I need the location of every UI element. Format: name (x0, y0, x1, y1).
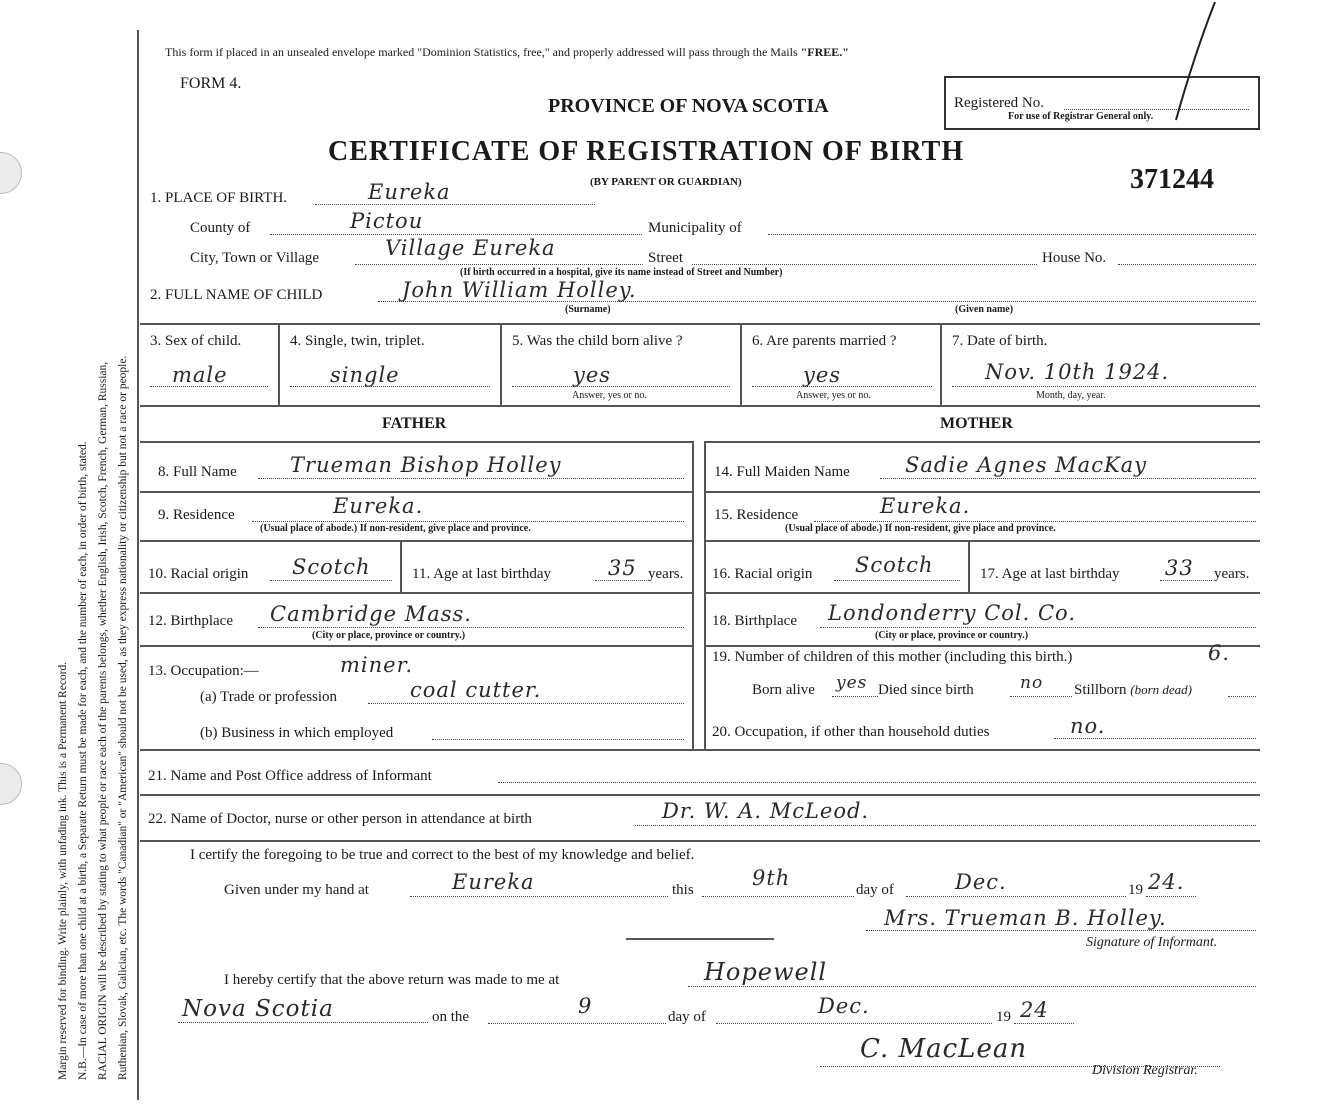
label-informant: 21. Name and Post Office address of Informant (148, 768, 432, 784)
value-received-month: Dec. (818, 994, 870, 1018)
rule-m-4 (704, 645, 1260, 647)
value-received-day: 9 (578, 994, 593, 1018)
line-city-town (355, 264, 643, 265)
line-given-at (410, 896, 668, 897)
value-f-racial: Scotch (292, 555, 371, 579)
line-died-since (1010, 696, 1072, 697)
value-given-day: 9th (752, 866, 791, 890)
label-f-years: years. (648, 566, 684, 582)
label-born-alive-count: Born alive (752, 682, 815, 698)
divider-4-5 (500, 325, 502, 405)
certificate-number: 371244 (1130, 164, 1214, 195)
father-heading: FATHER (382, 415, 447, 432)
value-registrar-signature: C. MacLean (860, 1034, 1028, 1064)
line-received-day (488, 1023, 666, 1024)
postal-notice: This form if placed in an unsealed envelope marked "Dominion Statistics, free," and properly addressed will pass through the Mails "FREE." (165, 45, 849, 59)
value-m-occupation: no. (1070, 714, 1106, 738)
line-doctor (635, 825, 1256, 826)
value-place-of-birth: Eureka (368, 180, 451, 204)
rule-f-3 (140, 592, 692, 594)
divider-5-6 (740, 325, 742, 405)
line-street (692, 264, 1037, 265)
value-born-alive-count: yes (836, 673, 868, 693)
label-county: County of (190, 220, 251, 236)
rule-f-1 (140, 491, 692, 493)
label-m-residence: 15. Residence (714, 507, 799, 523)
margin-note-4: Ruthenian, Slovak, Galician, etc. The words "Canadian" or "American" should not be used, as they express nationality or citizenship but not a race or people. (117, 355, 129, 1080)
binding-hole-bottom (0, 763, 22, 805)
value-child-name: John William Holley. (402, 278, 637, 302)
value-received-province: Nova Scotia (182, 996, 334, 1022)
rule-m-1 (704, 491, 1260, 493)
line-county (270, 234, 642, 235)
label-year-prefix: 19 (1128, 882, 1143, 898)
label-occupation: 13. Occupation:— (148, 663, 259, 679)
line-informant-signature (866, 930, 1256, 931)
line-f-age (595, 580, 647, 581)
province-heading: PROVINCE OF NOVA SCOTIA (548, 95, 829, 117)
label-day-of2: day of (668, 1009, 706, 1025)
subtitle: (BY PARENT OR GUARDIAN) (590, 176, 742, 188)
value-f-residence: Eureka. (333, 494, 424, 518)
line-m-full-name (880, 478, 1256, 479)
parents-married-answer-note: Answer, yes or no. (796, 390, 871, 401)
label-house-no: House No. (1042, 250, 1107, 266)
line-received-at (688, 986, 1256, 987)
label-born-alive: 5. Was the child born alive ? (512, 333, 683, 349)
line-municipality (768, 234, 1256, 235)
label-day-of: day of (856, 882, 894, 898)
born-alive-answer-note: Answer, yes or no. (572, 390, 647, 401)
value-died-since: no (1020, 673, 1044, 693)
f-city-place-note: (City or place, province or country.) (312, 630, 466, 641)
father-panel-right (692, 441, 694, 749)
line-given-day (702, 896, 854, 897)
label-city-town-village: City, Town or Village (190, 250, 320, 266)
label-m-birthplace: 18. Birthplace (712, 613, 797, 629)
label-this: this (672, 882, 694, 898)
line-given-month (906, 896, 1126, 897)
margin-note-3: RACIAL ORIGIN will be described by stating to what people or race each of the parents belongs, whether English, Irish, Scotch, French, German, Russian, (97, 361, 109, 1080)
rule-f-2 (140, 540, 692, 542)
label-street: Street (648, 250, 683, 266)
label-m-full-name: 14. Full Maiden Name (714, 464, 850, 480)
label-year-prefix2: 19 (996, 1009, 1011, 1025)
rule-parents-bottom (140, 749, 1260, 751)
label-m-age: 17. Age at last birthday (980, 566, 1120, 582)
line-m-birthplace (820, 627, 1256, 628)
value-given-year: 24. (1148, 870, 1185, 894)
registrar-note: For use of Registrar General only. (1008, 111, 1154, 122)
label-m-occupation: 20. Occupation, if other than household duties (712, 724, 990, 740)
binding-hole-top (0, 152, 22, 194)
value-parents-married: yes (803, 363, 842, 387)
value-m-age: 33 (1165, 556, 1194, 580)
line-business (432, 739, 684, 740)
label-sig-informant: Signature of Informant. (1086, 935, 1218, 950)
value-given-at: Eureka (452, 870, 535, 894)
hospital-note: (If birth occurred in a hospital, give its name instead of Street and Number) (460, 267, 783, 278)
month-day-year-note: Month, day, year. (1036, 390, 1106, 401)
line-received-month (716, 1023, 992, 1024)
label-given-under: Given under my hand at (224, 882, 369, 898)
divider-3-4 (278, 325, 280, 405)
label-f-racial: 10. Racial origin (148, 566, 249, 582)
rule-mother-heading (704, 441, 1260, 443)
label-parents-married: 6. Are parents married ? (752, 333, 897, 349)
line-m-racial (834, 580, 960, 581)
line-date-birth (952, 386, 1256, 387)
value-f-age: 35 (608, 556, 637, 580)
value-single-twin: single (330, 363, 400, 387)
value-m-birthplace: Londonderry Col. Co. (828, 601, 1077, 625)
label-sex: 3. Sex of child. (150, 333, 242, 349)
label-division-registrar: Division Registrar. (1092, 1063, 1198, 1078)
line-f-racial (270, 580, 392, 581)
m-city-place-note: (City or place, province or country.) (875, 630, 1029, 641)
label-f-full-name: 8. Full Name (158, 464, 237, 480)
line-place-of-birth (315, 204, 595, 205)
label-given-name: (Given name) (955, 304, 1014, 315)
label-place-of-birth: 1. PLACE OF BIRTH. (150, 190, 288, 206)
label-died-since: Died since birth (878, 682, 974, 698)
line-born-alive (512, 386, 730, 387)
value-received-year: 24 (1020, 998, 1049, 1022)
value-date-birth: Nov. 10th 1924. (985, 360, 1170, 384)
label-on-the: on the (432, 1009, 470, 1025)
value-m-residence: Eureka. (880, 494, 971, 518)
label-stillborn: Stillborn (born dead) (1074, 682, 1193, 698)
margin-note-2: N.B.—In case of more than one child at a birth, a Separate Return must be made for each, and the number of each, in order of birth, stated. (77, 441, 89, 1080)
divider-f-racial-age (400, 540, 402, 592)
line-stillborn (1228, 696, 1256, 697)
line-f-birthplace (258, 627, 684, 628)
page-title: CERTIFICATE OF REGISTRATION OF BIRTH (328, 136, 965, 167)
mother-heading: MOTHER (940, 415, 1013, 432)
short-divider (626, 938, 774, 940)
label-m-racial: 16. Racial origin (712, 566, 813, 582)
line-informant (498, 782, 1256, 783)
line-f-full-name (258, 478, 684, 479)
label-surname: (Surname) (565, 304, 611, 315)
value-informant-signature: Mrs. Trueman B. Holley. (884, 906, 1167, 930)
value-city-town: Village Eureka (385, 236, 556, 260)
value-f-occupation: miner. (340, 653, 413, 677)
value-county: Pictou (350, 209, 424, 233)
label-municipality: Municipality of (648, 220, 742, 236)
divider-m-racial-age (968, 540, 970, 592)
rule-m-2 (704, 540, 1260, 542)
line-m-age (1160, 580, 1212, 581)
left-border (137, 30, 139, 1100)
value-f-birthplace: Cambridge Mass. (270, 602, 472, 626)
value-m-racial: Scotch (855, 553, 934, 577)
label-m-years: years. (1214, 566, 1250, 582)
value-born-alive: yes (573, 363, 612, 387)
value-m-full-name: Sadie Agnes MacKay (905, 453, 1148, 477)
line-m-occupation (1054, 738, 1256, 739)
label-business: (b) Business in which employed (200, 725, 394, 741)
value-given-month: Dec. (955, 870, 1007, 894)
line-parents-married (752, 386, 932, 387)
line-house-no (1118, 264, 1256, 265)
line-f-residence (252, 521, 684, 522)
rule-after-doctor (140, 840, 1260, 842)
margin-note-1: Margin reserved for binding. Write plainly, with unfading ink. This is a Permanent Record. (57, 661, 69, 1080)
rule-row3-top (140, 323, 1260, 325)
line-trade (368, 703, 684, 704)
value-f-full-name: Trueman Bishop Holley (290, 453, 562, 477)
value-sex: male (172, 363, 228, 387)
rule-father-heading (140, 441, 692, 443)
form-number: FORM 4. (180, 75, 242, 92)
label-single-twin: 4. Single, twin, triplet. (290, 333, 425, 349)
label-full-name-child: 2. FULL NAME OF CHILD (150, 287, 323, 303)
rule-row3-bottom (140, 405, 1260, 407)
line-received-year (1014, 1023, 1074, 1024)
label-f-age: 11. Age at last birthday (412, 566, 551, 582)
label-doctor: 22. Name of Doctor, nurse or other person in attendance at birth (148, 811, 532, 827)
line-given-year (1146, 896, 1196, 897)
registered-label: Registered No. (954, 95, 1044, 111)
value-f-trade: coal cutter. (410, 678, 542, 702)
value-children-count: 6. (1208, 641, 1231, 665)
diagonal-pen-mark (1140, 0, 1220, 125)
label-hereby: I hereby certify that the above return was made to me at (224, 972, 560, 988)
divider-6-7 (940, 325, 942, 405)
label-f-birthplace: 12. Birthplace (148, 613, 233, 629)
label-date-birth: 7. Date of birth. (952, 333, 1048, 349)
certify-statement: I certify the foregoing to be true and correct to the best of my knowledge and belief. (190, 847, 695, 863)
label-f-residence: 9. Residence (158, 507, 235, 523)
value-doctor: Dr. W. A. McLeod. (662, 799, 870, 823)
line-born-alive-count (832, 696, 878, 697)
f-usual-abode-note: (Usual place of abode.) If non-resident, give place and province. (260, 523, 531, 534)
mother-panel-left (704, 441, 706, 749)
value-received-at: Hopewell (704, 958, 828, 986)
rule-21-22 (140, 794, 1260, 796)
label-children-count: 19. Number of children of this mother (including this birth.) (712, 649, 1073, 665)
line-m-residence (814, 521, 1256, 522)
label-trade: (a) Trade or profession (200, 689, 338, 705)
rule-m-3 (704, 592, 1260, 594)
m-usual-abode-note: (Usual place of abode.) If non-resident, give place and province. (785, 523, 1056, 534)
line-received-province (178, 1022, 428, 1023)
rule-f-4 (140, 645, 692, 647)
